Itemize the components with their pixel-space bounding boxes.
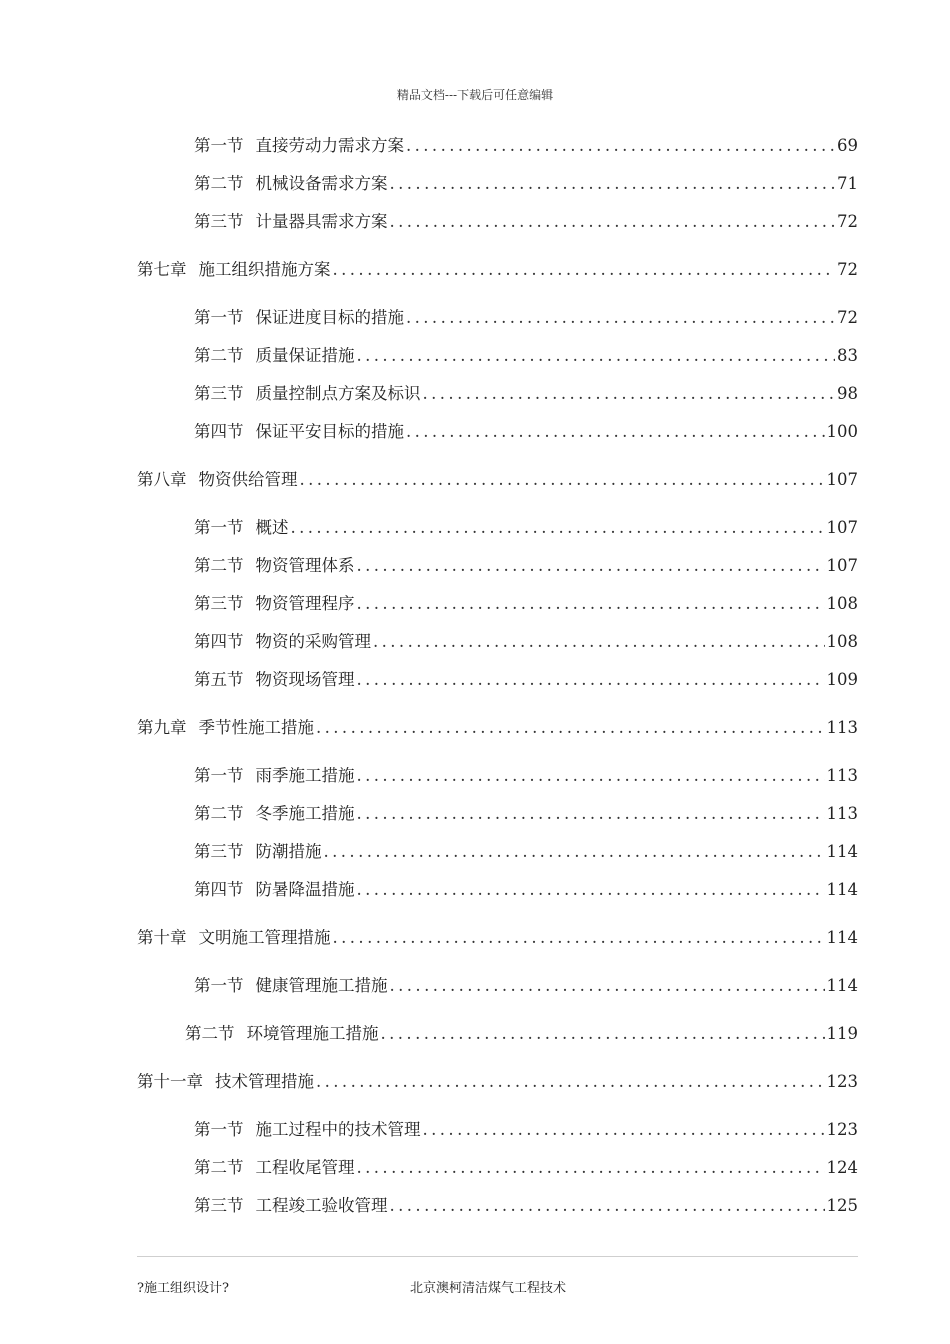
toc-label: 第二节 bbox=[194, 804, 244, 823]
toc-entry[interactable] bbox=[194, 210, 858, 234]
toc-entry[interactable] bbox=[194, 516, 858, 540]
toc-title: 工程收尾管理 bbox=[255, 1158, 355, 1177]
dot-leader bbox=[423, 1118, 825, 1142]
toc-label: 第一节 bbox=[194, 308, 244, 327]
toc-title: 防潮措施 bbox=[255, 842, 322, 861]
dot-leader bbox=[406, 134, 835, 158]
toc-chapter-entry[interactable] bbox=[137, 258, 858, 282]
toc-entry[interactable] bbox=[194, 344, 858, 368]
toc-entry[interactable] bbox=[194, 630, 858, 654]
toc-page-number: 108 bbox=[826, 632, 858, 651]
toc-page-number: 72 bbox=[837, 212, 858, 231]
toc-label: 第十章 bbox=[137, 928, 187, 947]
dot-leader bbox=[357, 554, 825, 578]
toc-title: 冬季施工措施 bbox=[255, 804, 355, 823]
toc-title: 概述 bbox=[255, 518, 289, 537]
dot-leader bbox=[316, 1070, 825, 1094]
toc-label: 第八章 bbox=[137, 470, 187, 489]
dot-leader bbox=[357, 344, 836, 368]
toc-page-number: 83 bbox=[837, 346, 858, 365]
toc-page-number: 98 bbox=[837, 384, 858, 403]
toc-entry[interactable] bbox=[194, 172, 858, 196]
toc-title: 技术管理措施 bbox=[215, 1072, 314, 1091]
dot-leader bbox=[390, 1194, 825, 1218]
toc-title: 环境管理施工措施 bbox=[246, 1024, 379, 1043]
toc-page-number: 114 bbox=[826, 880, 858, 899]
toc-page-number: 107 bbox=[826, 518, 858, 537]
toc-title: 防暑降温措施 bbox=[255, 880, 355, 899]
toc-page-number: 72 bbox=[837, 260, 858, 279]
footer-company-name: 北京澳柯清洁煤气工程技术 bbox=[410, 1281, 567, 1296]
dot-leader bbox=[333, 926, 825, 950]
toc-page-number: 71 bbox=[837, 174, 858, 193]
toc-page-number: 119 bbox=[826, 1024, 858, 1043]
dot-leader bbox=[406, 306, 835, 330]
toc-label: 第一节 bbox=[194, 766, 244, 785]
dot-leader bbox=[423, 382, 836, 406]
toc-page-number: 107 bbox=[826, 556, 858, 575]
toc-label: 第九章 bbox=[137, 718, 187, 737]
toc-title: 保证平安目标的措施 bbox=[255, 422, 404, 441]
toc-page-number: 114 bbox=[826, 928, 858, 947]
toc-title: 质量控制点方案及标识 bbox=[255, 384, 421, 403]
toc-page-number: 124 bbox=[826, 1158, 858, 1177]
toc-page-number: 107 bbox=[826, 470, 858, 489]
toc-label: 第四节 bbox=[194, 880, 244, 899]
toc-entry[interactable] bbox=[194, 1194, 858, 1218]
dot-leader bbox=[406, 420, 825, 444]
toc-label: 第三节 bbox=[194, 212, 244, 231]
toc-label: 第三节 bbox=[194, 594, 244, 613]
toc-label: 第三节 bbox=[194, 384, 244, 403]
toc-label: 第三节 bbox=[194, 842, 244, 861]
footer-document-title: ?施工组织设计? bbox=[137, 1281, 229, 1296]
dot-leader bbox=[333, 258, 836, 282]
toc-label: 第四节 bbox=[194, 632, 244, 651]
toc-label: 第二节 bbox=[194, 346, 244, 365]
toc-label: 第三节 bbox=[194, 1196, 244, 1215]
toc-title: 物资供给管理 bbox=[198, 470, 298, 489]
dot-leader bbox=[390, 210, 836, 234]
toc-page-number: 113 bbox=[826, 766, 858, 785]
toc-entry[interactable] bbox=[194, 764, 858, 788]
toc-title: 物资的采购管理 bbox=[255, 632, 371, 651]
toc-page-number: 109 bbox=[826, 670, 858, 689]
dot-leader bbox=[357, 878, 825, 902]
toc-title: 质量保证措施 bbox=[255, 346, 355, 365]
toc-page-number: 113 bbox=[826, 804, 858, 823]
dot-leader bbox=[373, 630, 825, 654]
toc-page-number: 114 bbox=[826, 842, 858, 861]
toc-entry[interactable] bbox=[194, 974, 858, 998]
toc-label: 第二节 bbox=[194, 1158, 244, 1177]
toc-title: 物资管理体系 bbox=[255, 556, 355, 575]
toc-label: 第一节 bbox=[194, 1120, 244, 1139]
toc-entry[interactable] bbox=[194, 668, 858, 692]
toc-entry[interactable] bbox=[185, 1022, 858, 1046]
toc-page-number: 113 bbox=[826, 718, 858, 737]
toc-entry[interactable] bbox=[194, 592, 858, 616]
dot-leader bbox=[357, 668, 825, 692]
dot-leader bbox=[390, 974, 825, 998]
toc-entry[interactable] bbox=[194, 878, 858, 902]
toc-label: 第一节 bbox=[194, 976, 244, 995]
toc-title: 文明施工管理措施 bbox=[198, 928, 331, 947]
toc-page-number: 123 bbox=[826, 1072, 858, 1091]
toc-title: 物资管理程序 bbox=[255, 594, 355, 613]
dot-leader bbox=[357, 1156, 825, 1180]
toc-title: 季节性施工措施 bbox=[198, 718, 314, 737]
toc-entry[interactable] bbox=[194, 1156, 858, 1180]
toc-title: 保证进度目标的措施 bbox=[255, 308, 404, 327]
toc-chapter-entry[interactable] bbox=[137, 926, 858, 950]
dot-leader bbox=[324, 840, 825, 864]
toc-chapter-entry[interactable] bbox=[137, 716, 858, 740]
toc-label: 第五节 bbox=[194, 670, 244, 689]
dot-leader bbox=[357, 802, 825, 826]
dot-leader bbox=[357, 764, 825, 788]
toc-page-number: 69 bbox=[837, 136, 858, 155]
toc-entry[interactable] bbox=[194, 420, 858, 444]
toc-title: 机械设备需求方案 bbox=[255, 174, 388, 193]
toc-entry[interactable] bbox=[194, 802, 858, 826]
toc-label: 第七章 bbox=[137, 260, 187, 279]
toc-label: 第二节 bbox=[194, 174, 244, 193]
toc-chapter-entry[interactable] bbox=[137, 1070, 858, 1094]
toc-entry[interactable] bbox=[194, 134, 858, 158]
toc-entry[interactable] bbox=[194, 1118, 858, 1142]
toc-chapter-entry[interactable] bbox=[137, 468, 858, 492]
page-header: 精品文档---下载后可任意编辑 bbox=[396, 88, 554, 102]
toc-title: 施工过程中的技术管理 bbox=[255, 1120, 421, 1139]
dot-leader bbox=[390, 172, 836, 196]
toc-page-number: 125 bbox=[826, 1196, 858, 1215]
toc-title: 施工组织措施方案 bbox=[198, 260, 331, 279]
dot-leader bbox=[291, 516, 825, 540]
toc-entry[interactable] bbox=[194, 840, 858, 864]
toc-page-number: 100 bbox=[826, 422, 858, 441]
toc-page-number: 114 bbox=[826, 976, 858, 995]
toc-page-number: 108 bbox=[826, 594, 858, 613]
dot-leader bbox=[381, 1022, 825, 1046]
toc-label: 第一节 bbox=[194, 518, 244, 537]
toc-entry[interactable] bbox=[194, 306, 858, 330]
toc-entry[interactable] bbox=[194, 554, 858, 578]
toc-title: 直接劳动力需求方案 bbox=[255, 136, 404, 155]
toc-page-number: 72 bbox=[837, 308, 858, 327]
toc-label: 第二节 bbox=[185, 1024, 235, 1043]
toc-title: 工程竣工验收管理 bbox=[255, 1196, 388, 1215]
toc-label: 第二节 bbox=[194, 556, 244, 575]
toc-label: 第四节 bbox=[194, 422, 244, 441]
footer-divider bbox=[137, 1256, 858, 1257]
toc-entry[interactable] bbox=[194, 382, 858, 406]
dot-leader bbox=[316, 716, 825, 740]
toc-title: 健康管理施工措施 bbox=[255, 976, 388, 995]
toc-title: 雨季施工措施 bbox=[255, 766, 355, 785]
toc-title: 物资现场管理 bbox=[255, 670, 355, 689]
dot-leader bbox=[357, 592, 825, 616]
toc-label: 第十一章 bbox=[137, 1072, 203, 1091]
toc-page-number: 123 bbox=[826, 1120, 858, 1139]
toc-label: 第一节 bbox=[194, 136, 244, 155]
toc-title: 计量器具需求方案 bbox=[255, 212, 388, 231]
dot-leader bbox=[300, 468, 825, 492]
